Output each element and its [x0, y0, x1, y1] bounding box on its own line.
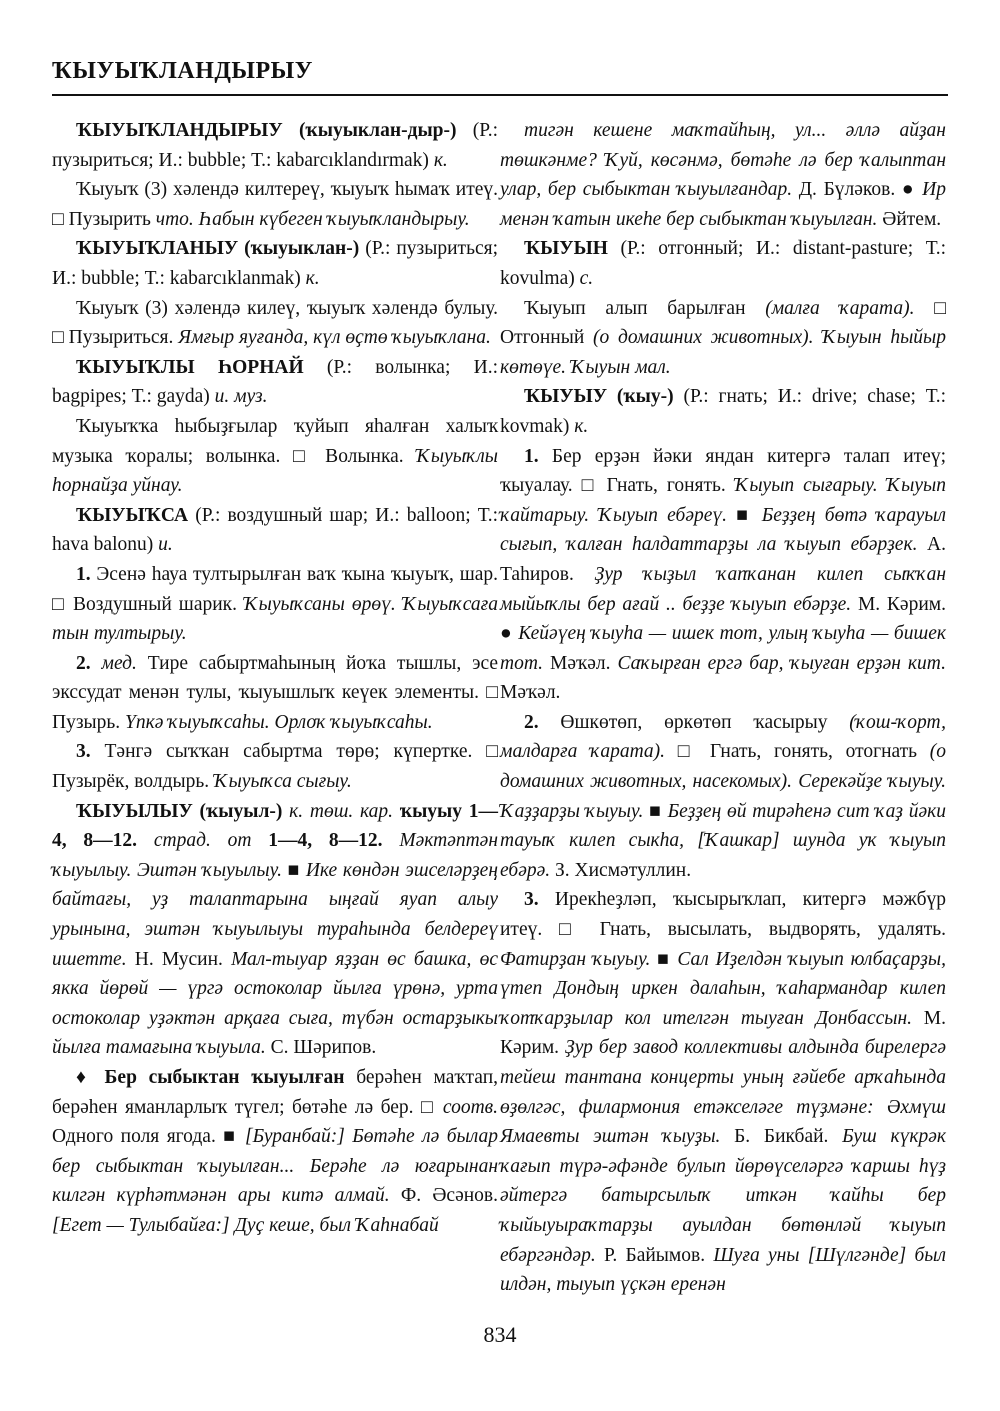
plain-text: ■ — [650, 948, 678, 970]
plain-text: Тире сабыртмаһының йоҡа тышлы, эсе экссудат менән тулы, ҡыуышлыҡ кеүек элементы. □ Пузырь. — [52, 652, 499, 733]
plain-text: ■ — [727, 504, 762, 526]
italic-text: и. муз. — [214, 386, 268, 408]
right-column — [500, 116, 946, 1300]
plain-text: С. Шәрипов. — [265, 1037, 377, 1059]
entry-paragraph — [52, 560, 498, 649]
plain-text: Р. Байымов. — [595, 1244, 714, 1266]
plain-text: Өшкөтөп, өркөтөп ҡасырыу — [538, 711, 850, 733]
entry-paragraph — [500, 442, 946, 708]
plain-text: Әйтем. — [877, 208, 942, 230]
plain-text: (Р.: воздушный шар; И.: balloon; Т.: hava balonu) — [52, 504, 498, 556]
plain-text: берәһен маҡтап, берәһен яманларлыҡ түгел; бөтәһе лә бер. □ — [52, 1067, 499, 1118]
italic-text: Ямғыр яуғанда, күл өҫтө ҡыуыҡлана. — [178, 327, 491, 349]
entry-paragraph — [52, 797, 498, 1063]
bold-text: 3. — [524, 889, 539, 911]
entry-paragraph — [52, 501, 498, 560]
italic-text: Сал Иҙелдән ҡыуып юлбаҫарҙы, үтеп Дондың иркен далаһын, ҡаһармандар килеп ҡотҡарҙылар кол ителгән тыуған Донбассын. — [500, 948, 946, 1029]
italic-text: Ҡыуыҡлы һорнайҙа уйнау. — [52, 445, 498, 497]
italic-text: Ҡыуып сығарыу. Ҡыуып ҡайтарыу. Ҡыуып ебәреү. — [500, 475, 946, 526]
bold-text: ҠЫУЫҠСА — [76, 504, 189, 526]
italic-text: Ике көндән эшселәрҙең байтағы, уҙ талаптарына ыңғай яуап алыу урынына, эштән ҡыуылыуы тураһында белдереү ишетте. — [52, 859, 499, 970]
plain-text: Ҡыуып алып барылған — [524, 297, 766, 319]
page-number: 834 — [483, 1322, 517, 1347]
left-column — [52, 116, 498, 1241]
plain-text — [91, 653, 102, 674]
plain-text: Ҡыуыҡ (3) хәлендә килтереү, ҡыуыҡ һымаҡ итеү. □ Пузырить — [52, 179, 498, 230]
plain-text: А. Таһиров. — [500, 534, 946, 585]
entry-paragraph — [52, 294, 498, 353]
plain-text: ♦ — [76, 1067, 105, 1088]
italic-text: Ҙур ҡыҙыл ҡапҡанан килеп сыҡҡан мыйыҡлы бер ағай .. беҙҙе ҡыуып ебәрҙе. — [500, 563, 946, 615]
entry-paragraph — [52, 353, 498, 412]
italic-text: Ир менән ҡатын икеһе бер сыбыктан ҡыуылған. — [500, 179, 946, 230]
italic-text: (о домашних животных). Ҡыуын һыйыр көтөүе. Ҡыуын мал. — [500, 327, 946, 378]
italic-text: (ҡош-ҡорт, малдарға ҡарата). — [500, 711, 946, 763]
entry-paragraph — [52, 234, 498, 293]
plain-text: М. Кәрим. — [500, 1007, 947, 1059]
bold-text: 3. — [76, 741, 91, 763]
entry-paragraph — [500, 116, 946, 234]
italic-text: Беҙҙең өй тирәһенә сит ҡаҙ йәки тауыҡ килеп сыкһа, [Ҡашкар] шунда уҡ ҡыуып ебәрә. — [500, 800, 947, 881]
bold-text: 2. — [76, 652, 91, 674]
bold-text: ҠЫУЫҠЛАНДЫРЫУ — [76, 120, 283, 141]
italic-text: мед. — [101, 652, 137, 674]
plain-text: □ Отгонный — [500, 297, 946, 349]
bold-text: 1. — [524, 445, 539, 467]
bold-text: ҠЫУЫҠЛАНЫУ (ҡыуыклан-) — [76, 238, 360, 260]
entry-paragraph — [500, 708, 946, 886]
italic-text: (о домашних животных, насекомых). Серекәйҙе ҡыуыу. Ҡаҙҙарҙы ҡыуыу. — [500, 741, 946, 822]
italic-text: с. — [579, 267, 594, 289]
italic-text: Беҙҙең бөтә ҡарауыл сығып, ҡалған һалдаттарҙы ла ҡыуып ебәрҙек. — [500, 504, 947, 556]
plain-text: Мәҡәл. — [543, 652, 618, 674]
plain-text — [283, 120, 299, 141]
entry-paragraph — [52, 649, 498, 738]
bold-text: ҠЫУЫҠЛЫ ҺОРНАЙ — [76, 356, 304, 378]
italic-text: к. — [433, 149, 448, 171]
plain-text: ■ — [643, 800, 668, 822]
entry-paragraph — [52, 116, 498, 175]
bold-text: 1—4, 8—12. — [268, 830, 383, 852]
italic-text: тигән кешене маҡтайһың, ул... әллә айҙан төшкәнме? Ҡуй, көсәнмә, бөтәһе лә бер ҡалыптан улар, бер сыбыктан ҡыуылғандар. — [500, 120, 946, 201]
italic-text: Саҡырған ергә бар, ҡыуған ерҙән кит. — [617, 652, 946, 674]
italic-text: к. — [574, 415, 589, 437]
plain-text: З. Хисмәтуллин. — [550, 859, 692, 881]
plain-text: Ҡыуыҡҡа һыбыҙғылар ҡуйып яһалған халыҡ музыка ҡоралы; волынка. □ Волынка. — [52, 415, 498, 467]
plain-text: Эсенә һауа тултырылған ваҡ ҡына ҡыуыҡ, шар. □ Воздушный шарик. — [52, 563, 498, 615]
plain-text: Ҡыуыҡ (3) хәлендә килеү, ҡыуыҡ хәлендә булыу. □ Пузыриться. — [52, 297, 498, 349]
plain-text: Одного поля ягода. ■ — [52, 1126, 246, 1148]
italic-text: Үпкә ҡыуыҡсаһы. Орлоҡ ҡыуыҡсаһы. — [125, 711, 433, 733]
italic-text: (малға ҡарата). — [765, 297, 915, 319]
italic-text: Шуға уны [Шүлгәнде] был илдән, тыуып үҫкән еренән — [500, 1244, 946, 1296]
plain-text: Д. Бүләков. ● — [792, 179, 923, 201]
bold-text: ҠЫУЫУ (ҡыу-) — [524, 386, 674, 408]
plain-text — [251, 830, 268, 851]
bold-text: 1. — [76, 563, 91, 585]
plain-text — [393, 801, 400, 822]
plain-text: Ф. Әсәнов. — [389, 1185, 498, 1207]
plain-text: (Р.: волынка; И.: bagpipes; Т.: gayda) — [52, 356, 498, 408]
plain-text: ■ — [281, 859, 306, 881]
bold-text: ҡыуыу 1—4, 8—12. — [52, 800, 499, 852]
plain-text: Бер ерҙән йәки яндан китергә талап итеү; ҡыуалау. □ Гнать, гонять. — [500, 445, 946, 497]
entry-paragraph — [52, 1063, 498, 1241]
plain-text: Мәҡәл. — [500, 682, 561, 704]
entry-paragraph — [52, 175, 498, 234]
bold-text: ҠЫУЫЛЫУ (ҡыуыл-) — [76, 800, 283, 822]
bold-text: 2. — [524, 711, 539, 733]
plain-text: (Р.: пузыриться; И.: bubble; Т.: kabarcıklandırmak) — [52, 120, 498, 171]
plain-text: М. Кәрим. ● — [500, 593, 946, 645]
plain-text: Тәнгә сыҡҡан сабыртма төрө; күпертке. □ Пузырёк, волдырь. — [52, 741, 498, 793]
italic-text: к. — [305, 267, 320, 289]
plain-text: □ Гнать, гонять, отогнать — [665, 741, 930, 763]
bold-text: (ҡыуыклан-дыр-) — [298, 120, 457, 141]
plain-text — [137, 830, 154, 851]
italic-text: [Буранбай:] Бөтәһе лә былар бер сыбыктан ҡыуылған... Берәһе лә юғарынан килгән күрһәтмәнән ары китә алмай. — [52, 1126, 498, 1207]
entry-paragraph — [500, 382, 946, 441]
bold-text: Бер сыбыктан ҡыуылған — [104, 1067, 345, 1088]
italic-text: Мәктәптән ҡыуылыу. Эштән ҡыуылыу. — [52, 830, 499, 881]
entry-paragraph — [500, 234, 946, 293]
plain-text: (Р.: отгонный; И.: distant-pasture; Т.: kovulma) — [500, 238, 946, 289]
plain-text — [383, 830, 400, 851]
entry-paragraph — [500, 294, 946, 383]
italic-text: Мал-тыуар яҙҙан өс башка, өс якка йөрөй — үргә остоколар йылға үрөнә, урта остоколар уҙәктән арқаға сыға, түбән остарҙыкы йылға тамағына ҡыуыла. — [52, 948, 498, 1059]
italic-text: что. Һабын күбеген ҡыуыҡландырыу. — [155, 208, 470, 230]
italic-text: Фатирҙан ҡыуыу. — [500, 948, 651, 970]
italic-text: и. — [158, 534, 173, 556]
italic-text: Ҙур бер завод коллективы алдында бирелергә тейеш тантана концерты уның ғәйебе арҡаһында өҙөлгәс, филармония етәкселәге түҙмәне: Әхмүш Ямаевты эштән ҡыуҙы. — [500, 1037, 946, 1148]
italic-text: Буш күкрәк ҡағып түрә-әфәнде булып йөрөүселәргә ҡаршы һүҙ әйтергә батырсылыҡ иткән ҡайһы бер ҡыйыуыраҡтарҙы ауылдан бөтөнләй ҡыуып ебәргәндәр. — [500, 1126, 946, 1266]
italic-text: к. төш. кар. — [289, 800, 394, 822]
plain-text: (Р.: пузыриться; И.: bubble; Т.: kabarcıklanmak) — [52, 238, 499, 289]
italic-text: [Егет — Тулыбайға:] Дуҫ кеше, был Ҡаһнабай — [52, 1214, 439, 1236]
italic-text: Ҡыуыҡса сығыу. — [213, 771, 352, 793]
entry-paragraph — [52, 737, 498, 796]
plain-text: Ирекһеҙләп, ҡысырыҡлап, китергә мәжбүр итеү. □ Гнать, высылать, выдворять, удалять. — [500, 889, 946, 941]
entry-paragraph — [52, 412, 498, 501]
bold-text: ҠЫУЫН — [524, 238, 608, 260]
plain-text: Н. Мусин. — [126, 948, 232, 970]
italic-text: соотв. — [442, 1096, 498, 1118]
italic-text: Ҡыуыҡсаны өрөү. Ҡыуыҡсаға тын тултырыу. — [52, 593, 498, 645]
plain-text: Б. Бикбай. — [720, 1126, 843, 1148]
running-head: ҠЫУЫҠЛАНДЫРЫУ — [52, 58, 313, 84]
italic-text: Кейәүең ҡыуһа — ишек тот, улың ҡыуһа — бишек тот. — [500, 623, 946, 674]
plain-text: (Р.: гнать; И.: drive; chase; Т.: kovmak) — [500, 386, 946, 437]
italic-text: страд. от — [153, 830, 252, 852]
header-rule — [52, 94, 948, 96]
entry-paragraph — [500, 885, 946, 1299]
